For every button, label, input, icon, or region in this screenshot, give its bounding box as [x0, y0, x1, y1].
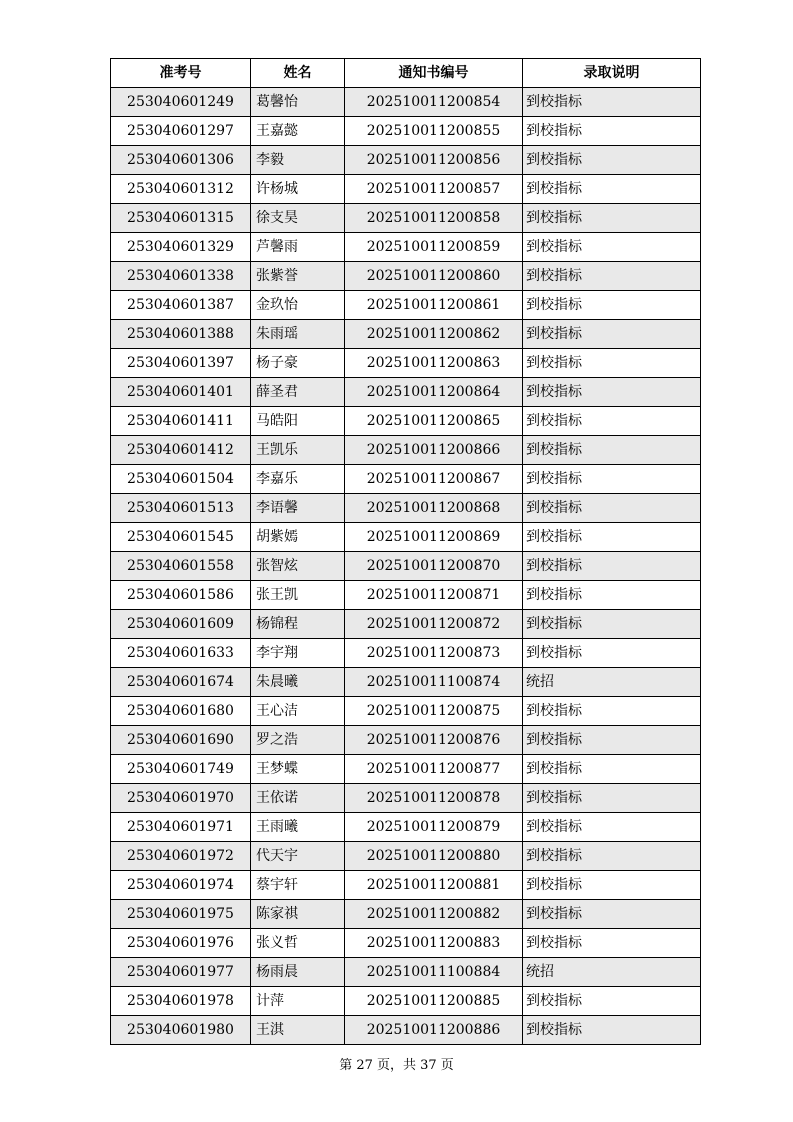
notice-number-cell: 202510011200876: [345, 726, 523, 755]
table-row: [111, 494, 701, 523]
admission-note-cell: 到校指标: [523, 436, 701, 465]
student-name-cell: 王心洁: [251, 697, 345, 726]
admission-note-cell: 到校指标: [523, 1016, 701, 1045]
table-row: [111, 233, 701, 262]
notice-number-cell: 202510011200857: [345, 175, 523, 204]
admission-note-cell: 到校指标: [523, 320, 701, 349]
admission-note-cell: 到校指标: [523, 581, 701, 610]
notice-number-cell: 202510011200877: [345, 755, 523, 784]
admission-note-cell: 到校指标: [523, 726, 701, 755]
student-name-cell: 李嘉乐: [251, 465, 345, 494]
table-row: [111, 88, 701, 117]
table-row: [111, 871, 701, 900]
exam-id-cell: 253040601513: [111, 494, 251, 523]
student-name-cell: 薛圣君: [251, 378, 345, 407]
notice-number-cell: 202510011200867: [345, 465, 523, 494]
student-name-cell: 陈家祺: [251, 900, 345, 929]
notice-number-cell: 202510011200862: [345, 320, 523, 349]
exam-id-cell: 253040601976: [111, 929, 251, 958]
table-row: [111, 436, 701, 465]
notice-number-cell: 202510011200870: [345, 552, 523, 581]
exam-id-cell: 253040601558: [111, 552, 251, 581]
exam-id-cell: 253040601329: [111, 233, 251, 262]
table-row: [111, 581, 701, 610]
admission-note-cell: 到校指标: [523, 204, 701, 233]
student-name-cell: 马皓阳: [251, 407, 345, 436]
admission-note-cell: 到校指标: [523, 871, 701, 900]
table-row: [111, 291, 701, 320]
student-name-cell: 蔡宇轩: [251, 871, 345, 900]
admission-note-cell: 到校指标: [523, 900, 701, 929]
table-row: [111, 262, 701, 291]
notice-number-cell: 202510011200885: [345, 987, 523, 1016]
admission-note-cell: 到校指标: [523, 465, 701, 494]
student-name-cell: 代天宇: [251, 842, 345, 871]
student-name-cell: 张智炫: [251, 552, 345, 581]
student-name-cell: 芦馨雨: [251, 233, 345, 262]
admission-note-cell: 到校指标: [523, 262, 701, 291]
exam-id-cell: 253040601972: [111, 842, 251, 871]
admission-table: [110, 58, 701, 1045]
student-name-cell: 葛馨怡: [251, 88, 345, 117]
student-name-cell: 李语馨: [251, 494, 345, 523]
notice-number-cell: 202510011200875: [345, 697, 523, 726]
table-row: [111, 552, 701, 581]
admission-note-cell: 到校指标: [523, 610, 701, 639]
student-name-cell: 王梦蝶: [251, 755, 345, 784]
exam-id-cell: 253040601974: [111, 871, 251, 900]
student-name-cell: 李宇翔: [251, 639, 345, 668]
admission-note-cell: 统招: [523, 958, 701, 987]
admission-note-cell: 到校指标: [523, 117, 701, 146]
admission-note-cell: 到校指标: [523, 523, 701, 552]
student-name-cell: 李毅: [251, 146, 345, 175]
table-row: [111, 117, 701, 146]
table-row: [111, 378, 701, 407]
col-header-admission-note: 录取说明: [523, 59, 701, 88]
table-row: [111, 349, 701, 378]
student-name-cell: 朱晨曦: [251, 668, 345, 697]
table-row: [111, 610, 701, 639]
exam-id-cell: 253040601971: [111, 813, 251, 842]
student-name-cell: 王凯乐: [251, 436, 345, 465]
exam-id-cell: 253040601306: [111, 146, 251, 175]
table-header: [111, 59, 701, 88]
student-name-cell: 张义哲: [251, 929, 345, 958]
table-row: [111, 958, 701, 987]
notice-number-cell: 202510011200860: [345, 262, 523, 291]
notice-number-cell: 202510011200864: [345, 378, 523, 407]
table-row: [111, 784, 701, 813]
admission-note-cell: 到校指标: [523, 494, 701, 523]
exam-id-cell: 253040601975: [111, 900, 251, 929]
notice-number-cell: 202510011200872: [345, 610, 523, 639]
admission-note-cell: 到校指标: [523, 813, 701, 842]
notice-number-cell: 202510011200879: [345, 813, 523, 842]
notice-number-cell: 202510011200866: [345, 436, 523, 465]
exam-id-cell: 253040601978: [111, 987, 251, 1016]
notice-number-cell: 202510011200881: [345, 871, 523, 900]
exam-id-cell: 253040601401: [111, 378, 251, 407]
table-row: [111, 639, 701, 668]
admission-note-cell: 到校指标: [523, 552, 701, 581]
exam-id-cell: 253040601387: [111, 291, 251, 320]
student-name-cell: 张紫誉: [251, 262, 345, 291]
exam-id-cell: 253040601609: [111, 610, 251, 639]
table-row: [111, 842, 701, 871]
table-row: [111, 523, 701, 552]
admission-note-cell: 到校指标: [523, 407, 701, 436]
table-row: [111, 146, 701, 175]
notice-number-cell: 202510011200855: [345, 117, 523, 146]
col-header-exam-id: 准考号: [111, 59, 251, 88]
admission-note-cell: 到校指标: [523, 697, 701, 726]
admission-note-cell: 到校指标: [523, 784, 701, 813]
col-header-name: 姓名: [251, 59, 345, 88]
table-body: [111, 88, 701, 1045]
admission-note-cell: 到校指标: [523, 842, 701, 871]
table-row: [111, 204, 701, 233]
exam-id-cell: 253040601545: [111, 523, 251, 552]
col-header-notice-number: 通知书编号: [345, 59, 523, 88]
admission-note-cell: 到校指标: [523, 175, 701, 204]
student-name-cell: 金玖怡: [251, 291, 345, 320]
table-row: [111, 697, 701, 726]
student-name-cell: 许杨城: [251, 175, 345, 204]
admission-note-cell: 统招: [523, 668, 701, 697]
admission-note-cell: 到校指标: [523, 349, 701, 378]
student-name-cell: 徐支昊: [251, 204, 345, 233]
table-row: [111, 175, 701, 204]
admission-note-cell: 到校指标: [523, 639, 701, 668]
notice-number-cell: 202510011100884: [345, 958, 523, 987]
exam-id-cell: 253040601586: [111, 581, 251, 610]
exam-id-cell: 253040601412: [111, 436, 251, 465]
table-row: [111, 320, 701, 349]
admission-note-cell: 到校指标: [523, 291, 701, 320]
student-name-cell: 王嘉懿: [251, 117, 345, 146]
notice-number-cell: 202510011200880: [345, 842, 523, 871]
notice-number-cell: 202510011100874: [345, 668, 523, 697]
exam-id-cell: 253040601980: [111, 1016, 251, 1045]
table-row: [111, 987, 701, 1016]
table-row: [111, 1016, 701, 1045]
admission-note-cell: 到校指标: [523, 146, 701, 175]
exam-id-cell: 253040601504: [111, 465, 251, 494]
admission-note-cell: 到校指标: [523, 233, 701, 262]
notice-number-cell: 202510011200865: [345, 407, 523, 436]
exam-id-cell: 253040601312: [111, 175, 251, 204]
exam-id-cell: 253040601411: [111, 407, 251, 436]
exam-id-cell: 253040601977: [111, 958, 251, 987]
table-row: [111, 755, 701, 784]
admission-note-cell: 到校指标: [523, 88, 701, 117]
notice-number-cell: 202510011200861: [345, 291, 523, 320]
student-name-cell: 王雨曦: [251, 813, 345, 842]
notice-number-cell: 202510011200868: [345, 494, 523, 523]
notice-number-cell: 202510011200883: [345, 929, 523, 958]
student-name-cell: 王淇: [251, 1016, 345, 1045]
notice-number-cell: 202510011200882: [345, 900, 523, 929]
admission-note-cell: 到校指标: [523, 987, 701, 1016]
exam-id-cell: 253040601674: [111, 668, 251, 697]
notice-number-cell: 202510011200859: [345, 233, 523, 262]
exam-id-cell: 253040601297: [111, 117, 251, 146]
student-name-cell: 杨子豪: [251, 349, 345, 378]
student-name-cell: 杨雨晨: [251, 958, 345, 987]
exam-id-cell: 253040601680: [111, 697, 251, 726]
exam-id-cell: 253040601388: [111, 320, 251, 349]
notice-number-cell: 202510011200863: [345, 349, 523, 378]
admission-note-cell: 到校指标: [523, 755, 701, 784]
notice-number-cell: 202510011200856: [345, 146, 523, 175]
table-row: [111, 407, 701, 436]
student-name-cell: 计萍: [251, 987, 345, 1016]
notice-number-cell: 202510011200871: [345, 581, 523, 610]
notice-number-cell: 202510011200873: [345, 639, 523, 668]
table-row: [111, 813, 701, 842]
exam-id-cell: 253040601749: [111, 755, 251, 784]
exam-id-cell: 253040601315: [111, 204, 251, 233]
exam-id-cell: 253040601338: [111, 262, 251, 291]
notice-number-cell: 202510011200869: [345, 523, 523, 552]
student-name-cell: 罗之浩: [251, 726, 345, 755]
student-name-cell: 杨锦程: [251, 610, 345, 639]
admission-note-cell: 到校指标: [523, 929, 701, 958]
table-row: [111, 900, 701, 929]
admission-note-cell: 到校指标: [523, 378, 701, 407]
student-name-cell: 张王凯: [251, 581, 345, 610]
exam-id-cell: 253040601397: [111, 349, 251, 378]
notice-number-cell: 202510011200878: [345, 784, 523, 813]
table-row: [111, 668, 701, 697]
notice-number-cell: 202510011200854: [345, 88, 523, 117]
table-row: [111, 726, 701, 755]
exam-id-cell: 253040601249: [111, 88, 251, 117]
table-row: [111, 465, 701, 494]
exam-id-cell: 253040601633: [111, 639, 251, 668]
page-number: 第 27 页，共 37 页: [339, 1058, 454, 1073]
exam-id-cell: 253040601690: [111, 726, 251, 755]
header-row: [111, 59, 701, 88]
student-name-cell: 朱雨瑶: [251, 320, 345, 349]
exam-id-cell: 253040601970: [111, 784, 251, 813]
notice-number-cell: 202510011200858: [345, 204, 523, 233]
notice-number-cell: 202510011200886: [345, 1016, 523, 1045]
student-name-cell: 胡紫嫣: [251, 523, 345, 552]
table-row: [111, 929, 701, 958]
student-name-cell: 王依诺: [251, 784, 345, 813]
